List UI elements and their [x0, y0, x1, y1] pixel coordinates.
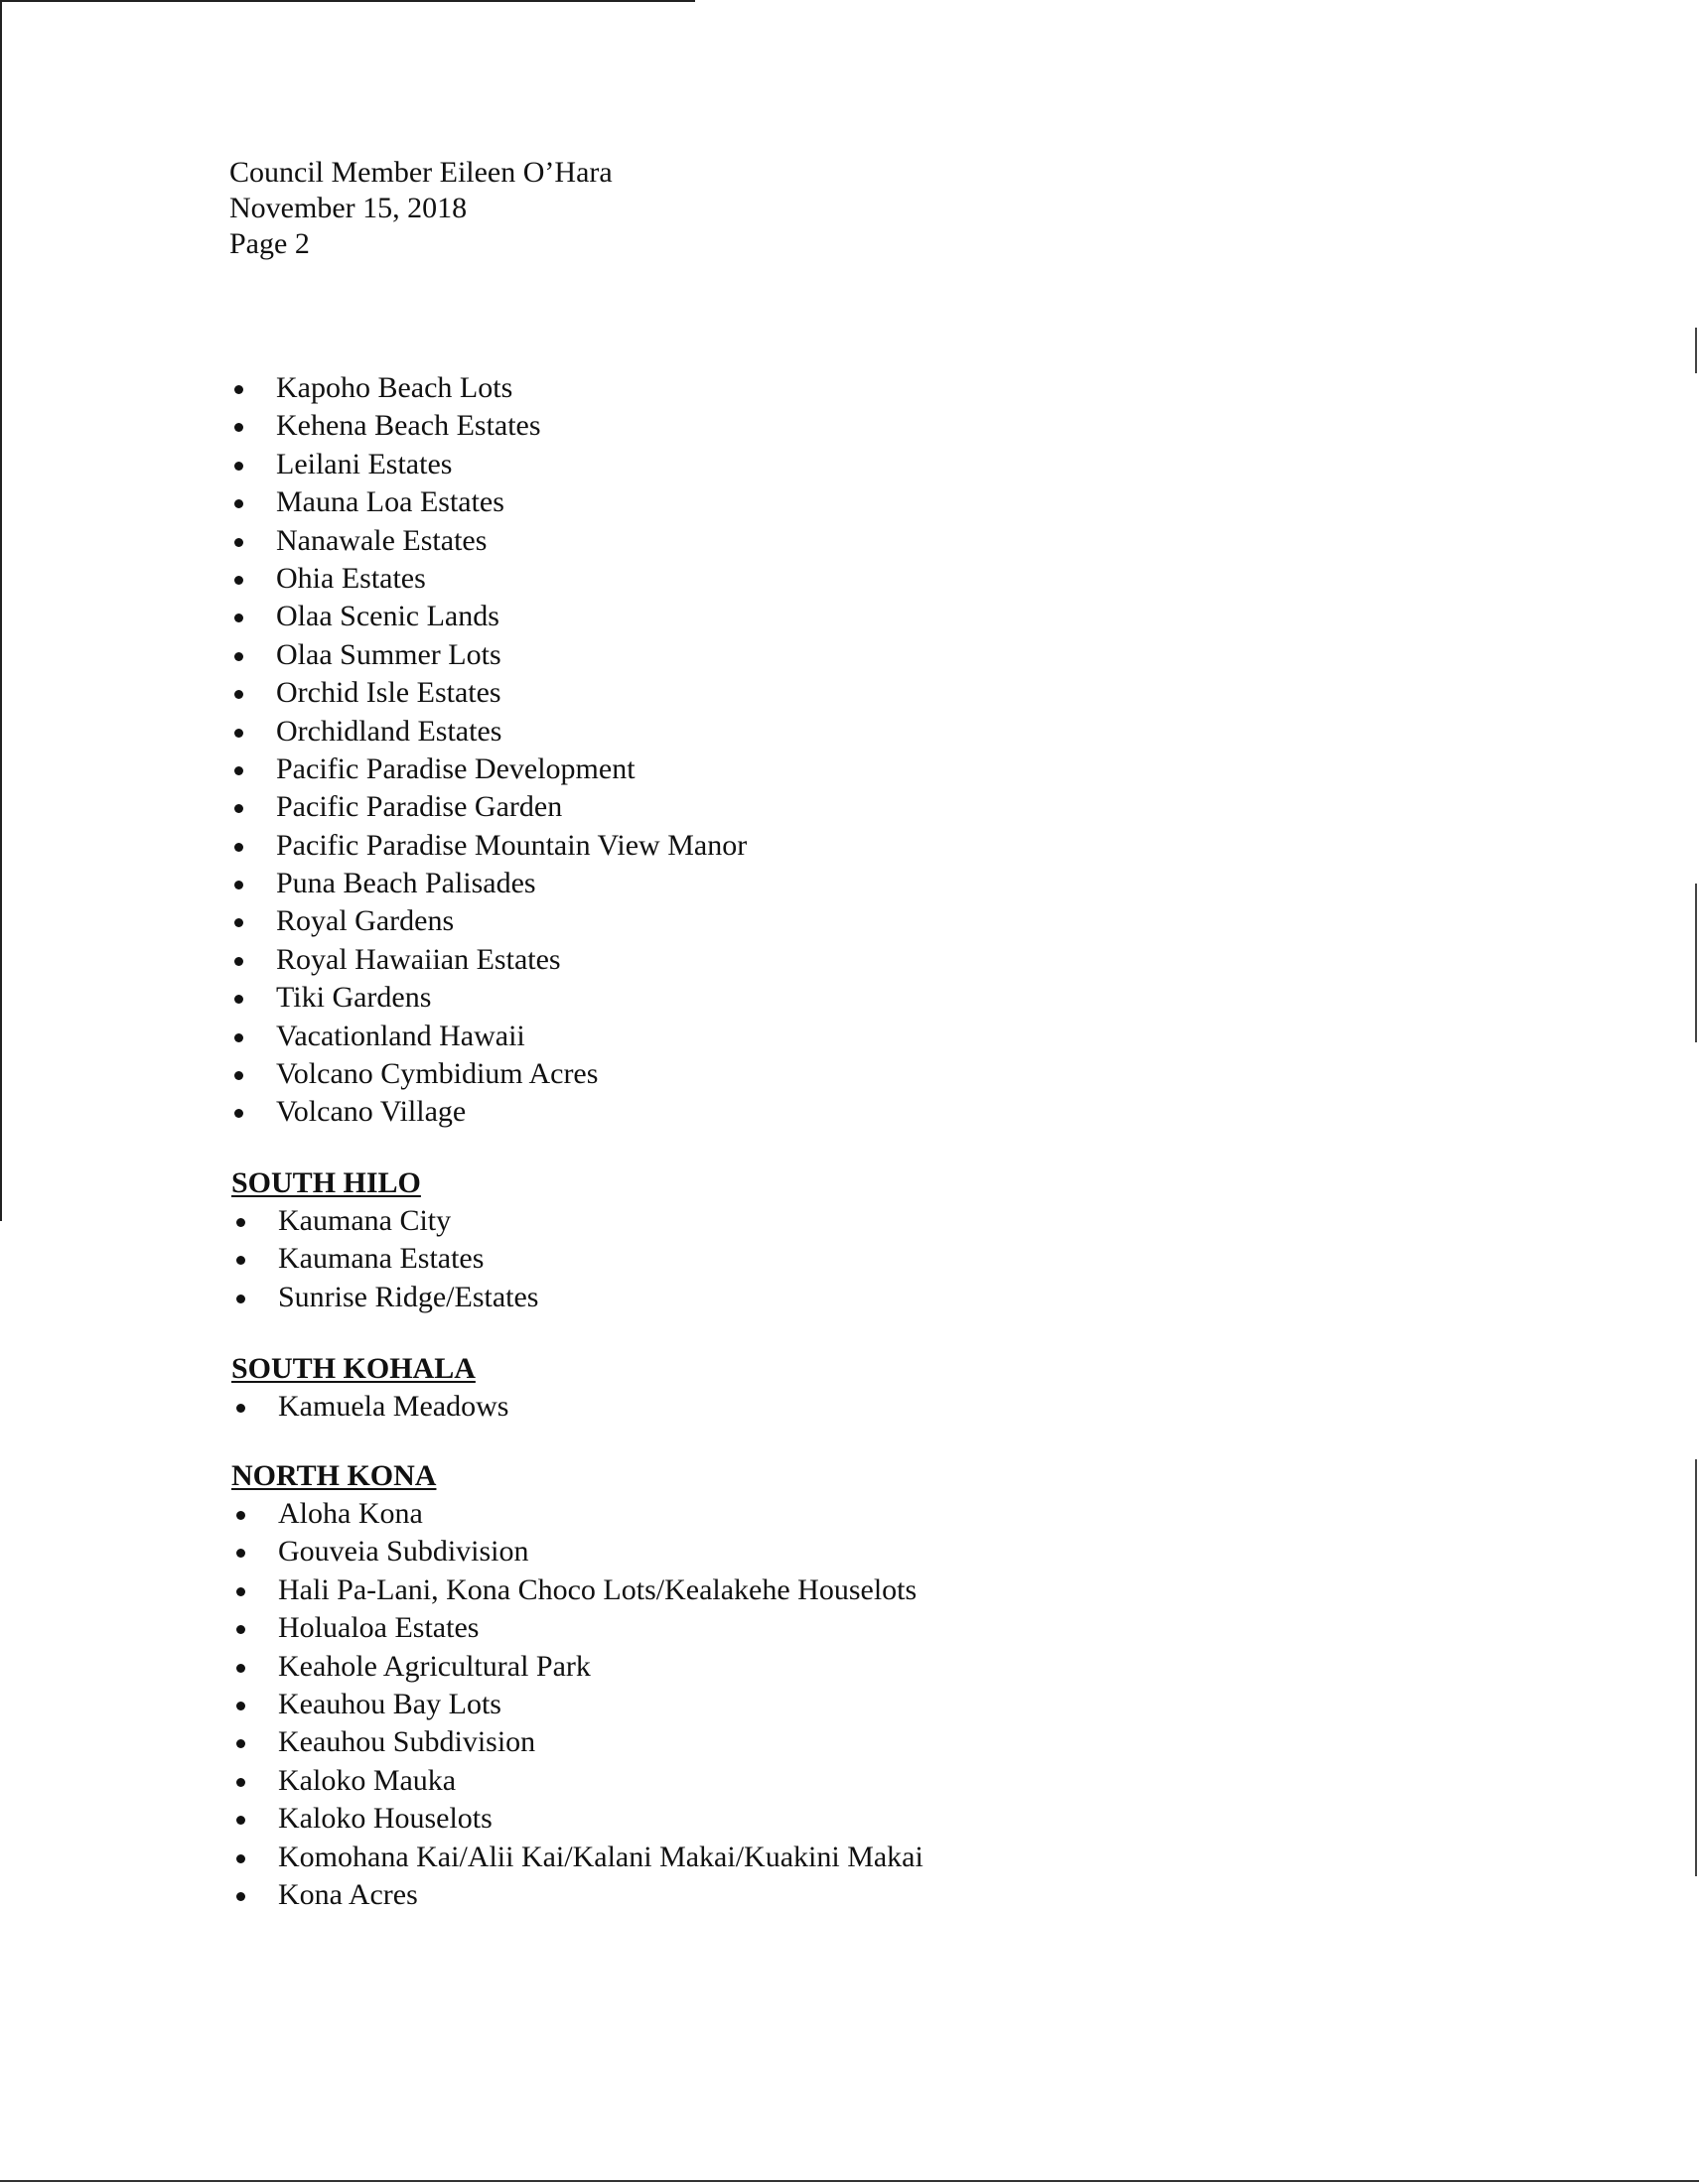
- bullet-icon: [236, 1778, 245, 1787]
- list-item: Keauhou Bay Lots: [231, 1686, 923, 1723]
- bullet-icon: [234, 881, 243, 889]
- section-south-kohala: [231, 1350, 508, 1426]
- bullet-icon: [236, 1854, 245, 1863]
- list-item: Kaumana Estates: [231, 1240, 538, 1278]
- scan-edge-right: [1695, 884, 1697, 1042]
- list-item: Pacific Paradise Mountain View Manor: [229, 827, 747, 865]
- list-item: Tiki Gardens: [229, 979, 747, 1017]
- list-item: Pacific Paradise Development: [229, 751, 747, 788]
- list-item: Vacationland Hawaii: [229, 1018, 747, 1055]
- bullet-icon: [234, 462, 243, 471]
- list-item: Leilani Estates: [229, 446, 747, 483]
- bullet-icon: [236, 1892, 245, 1901]
- bullet-icon: [234, 652, 243, 661]
- puna-subdivision-list: [229, 369, 747, 1132]
- list-item: Gouveia Subdivision: [231, 1533, 923, 1570]
- letter-header: [229, 155, 613, 262]
- bullet-icon: [234, 538, 243, 547]
- scan-edge-right: [1695, 1459, 1697, 1876]
- bullet-icon: [234, 423, 243, 432]
- list-item: Keahole Agricultural Park: [231, 1648, 923, 1686]
- section-heading: SOUTH KOHALA: [231, 1352, 476, 1385]
- scan-edge-left: [0, 0, 2, 1221]
- bullet-icon: [234, 690, 243, 699]
- bullet-icon: [236, 1218, 245, 1227]
- list-item: Nanawale Estates: [229, 522, 747, 560]
- scan-edge-bottom: [0, 2180, 1699, 2182]
- list-item: Sunrise Ridge/Estates: [231, 1279, 538, 1316]
- bullet-icon: [236, 1256, 245, 1265]
- date-line: November 15, 2018: [229, 192, 468, 224]
- section-heading: NORTH KONA: [231, 1459, 437, 1492]
- list-item: Aloha Kona: [231, 1495, 923, 1533]
- bullet-icon: [234, 918, 243, 927]
- bullet-icon: [236, 1702, 245, 1710]
- bullet-icon: [234, 614, 243, 622]
- list-item: Mauna Loa Estates: [229, 483, 747, 521]
- list-item: Puna Beach Palisades: [229, 865, 747, 902]
- list-item: Ohia Estates: [229, 560, 747, 598]
- section-heading: SOUTH HILO: [231, 1166, 421, 1199]
- list-item: Kaloko Mauka: [231, 1762, 923, 1800]
- bullet-icon: [234, 766, 243, 775]
- bullet-icon: [234, 1071, 243, 1080]
- list-item: Kaumana City: [231, 1202, 538, 1240]
- bullet-icon: [234, 499, 243, 508]
- list-item: Kamuela Meadows: [231, 1388, 508, 1426]
- scan-edge-right: [1695, 328, 1697, 373]
- bullet-icon: [236, 1549, 245, 1558]
- list-item: Volcano Village: [229, 1093, 747, 1131]
- bullet-icon: [236, 1625, 245, 1634]
- bullet-icon: [234, 957, 243, 966]
- bullet-icon: [234, 1033, 243, 1042]
- bullet-icon: [236, 1664, 245, 1673]
- list-item: Holualoa Estates: [231, 1609, 923, 1647]
- bullet-icon: [234, 995, 243, 1004]
- bullet-icon: [236, 1739, 245, 1748]
- list-item: Olaa Summer Lots: [229, 636, 747, 674]
- bullet-icon: [234, 1109, 243, 1118]
- bullet-icon: [236, 1587, 245, 1596]
- bullet-icon: [234, 843, 243, 852]
- list-item: Orchid Isle Estates: [229, 674, 747, 712]
- list-item: Komohana Kai/Alii Kai/Kalani Makai/Kuakini Makai: [231, 1839, 923, 1876]
- bullet-icon: [236, 1816, 245, 1825]
- bullet-icon: [236, 1295, 245, 1303]
- page-number: Page 2: [229, 227, 310, 260]
- bullet-icon: [236, 1404, 245, 1413]
- recipient-line: Council Member Eileen O’Hara: [229, 156, 613, 189]
- bullet-icon: [234, 385, 243, 394]
- list-item: Hali Pa-Lani, Kona Choco Lots/Kealakehe Houselots: [231, 1571, 923, 1609]
- bullet-icon: [234, 576, 243, 585]
- list-item: Kaloko Houselots: [231, 1800, 923, 1838]
- list-item: Royal Hawaiian Estates: [229, 941, 747, 979]
- list-item: Pacific Paradise Garden: [229, 788, 747, 826]
- list-item: Orchidland Estates: [229, 713, 747, 751]
- list-item: Royal Gardens: [229, 902, 747, 940]
- list-item: Kapoho Beach Lots: [229, 369, 747, 407]
- section-south-hilo: [231, 1164, 538, 1316]
- list-item: Olaa Scenic Lands: [229, 598, 747, 635]
- bullet-icon: [234, 729, 243, 738]
- list-item: Keauhou Subdivision: [231, 1723, 923, 1761]
- section-north-kona: [231, 1457, 923, 1914]
- list-item: Volcano Cymbidium Acres: [229, 1055, 747, 1093]
- list-item: Kehena Beach Estates: [229, 407, 747, 445]
- bullet-icon: [234, 804, 243, 813]
- bullet-icon: [236, 1511, 245, 1520]
- scan-edge-top: [0, 0, 695, 2]
- list-item: Kona Acres: [231, 1876, 923, 1914]
